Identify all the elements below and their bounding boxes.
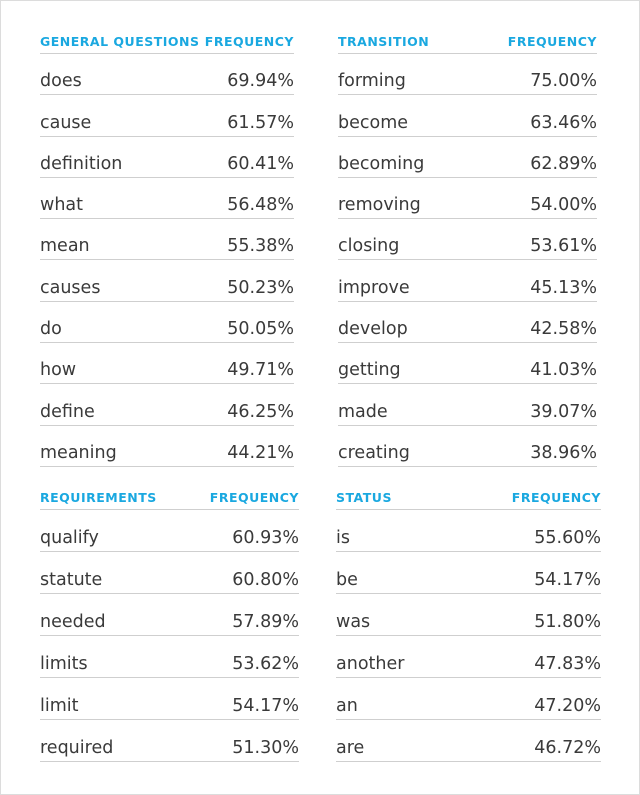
- table-row: [336, 636, 601, 678]
- row-frequency: 46.25%: [227, 401, 294, 422]
- table-row: [336, 720, 601, 762]
- category-header: GENERAL QUESTIONS: [40, 34, 200, 49]
- frequency-header: FREQUENCY: [209, 490, 299, 505]
- table-row: [40, 678, 299, 720]
- table-row: [40, 137, 294, 178]
- row-frequency: 46.72%: [534, 738, 601, 758]
- row-word: develop: [338, 319, 408, 340]
- row-frequency: 50.05%: [227, 319, 294, 340]
- table-row: [40, 219, 294, 260]
- table-row: [40, 343, 294, 384]
- transition-table: [338, 27, 597, 467]
- row-word: required: [40, 738, 114, 758]
- row-frequency: 49.71%: [227, 360, 294, 381]
- row-word: cause: [40, 112, 92, 133]
- row-word: define: [40, 401, 95, 422]
- row-frequency: 38.96%: [530, 442, 597, 463]
- table-header: [40, 483, 299, 510]
- row-frequency: 45.13%: [530, 277, 597, 298]
- row-frequency: 50.23%: [227, 277, 294, 298]
- table-row: [40, 426, 294, 467]
- frequency-header: FREQUENCY: [204, 34, 294, 49]
- table-header: [338, 27, 597, 54]
- row-word: improve: [338, 277, 410, 298]
- table-body: [336, 510, 601, 762]
- row-frequency: 54.00%: [530, 195, 597, 216]
- row-word: statute: [40, 570, 103, 590]
- row-word: become: [338, 112, 409, 133]
- table-row: [336, 552, 601, 594]
- row-frequency: 53.62%: [232, 654, 299, 674]
- row-word: becoming: [338, 153, 425, 174]
- row-word: is: [336, 528, 350, 548]
- row-word: be: [336, 570, 358, 590]
- table-row: [40, 636, 299, 678]
- table-body: [40, 510, 299, 762]
- row-word: do: [40, 319, 62, 340]
- table-body: [338, 54, 597, 467]
- row-frequency: 56.48%: [227, 195, 294, 216]
- row-frequency: 61.57%: [227, 112, 294, 133]
- row-word: how: [40, 360, 77, 381]
- row-word: made: [338, 401, 388, 422]
- row-frequency: 57.89%: [232, 612, 299, 632]
- row-frequency: 75.00%: [530, 71, 597, 92]
- table-row: [40, 510, 299, 552]
- row-frequency: 51.80%: [534, 612, 601, 632]
- table-row: [40, 594, 299, 636]
- row-frequency: 54.17%: [534, 570, 601, 590]
- table-row: [338, 95, 597, 136]
- row-word: an: [336, 696, 358, 716]
- row-frequency: 69.94%: [227, 71, 294, 92]
- row-word: limit: [40, 696, 79, 716]
- row-word: definition: [40, 153, 123, 174]
- table-header: [336, 483, 601, 510]
- row-word: needed: [40, 612, 106, 632]
- table-row: [40, 54, 294, 95]
- table-row: [336, 510, 601, 552]
- table-row: [40, 720, 299, 762]
- table-row: [338, 54, 597, 95]
- row-word: another: [336, 654, 405, 674]
- row-word: meaning: [40, 442, 117, 463]
- row-word: does: [40, 71, 82, 92]
- row-word: causes: [40, 277, 101, 298]
- table-row: [40, 260, 294, 301]
- row-frequency: 60.93%: [232, 528, 299, 548]
- row-frequency: 41.03%: [530, 360, 597, 381]
- row-frequency: 62.89%: [530, 153, 597, 174]
- row-frequency: 39.07%: [530, 401, 597, 422]
- table-row: [338, 343, 597, 384]
- row-word: mean: [40, 236, 90, 257]
- table-row: [338, 426, 597, 467]
- row-word: limits: [40, 654, 88, 674]
- category-header: STATUS: [336, 490, 392, 505]
- table-row: [40, 95, 294, 136]
- row-frequency: 54.17%: [232, 696, 299, 716]
- row-frequency: 55.38%: [227, 236, 294, 257]
- row-word: are: [336, 738, 365, 758]
- table-row: [40, 384, 294, 425]
- general-questions-table: [40, 27, 294, 467]
- category-header: REQUIREMENTS: [40, 490, 157, 505]
- table-row: [40, 178, 294, 219]
- table-row: [338, 384, 597, 425]
- row-word: what: [40, 195, 83, 216]
- row-frequency: 47.83%: [534, 654, 601, 674]
- table-row: [338, 302, 597, 343]
- row-word: removing: [338, 195, 421, 216]
- row-word: closing: [338, 236, 400, 257]
- frequency-header: FREQUENCY: [507, 34, 597, 49]
- row-frequency: 51.30%: [232, 738, 299, 758]
- row-frequency: 42.58%: [530, 319, 597, 340]
- category-header: TRANSITION: [338, 34, 430, 49]
- row-frequency: 47.20%: [534, 696, 601, 716]
- row-word: creating: [338, 442, 410, 463]
- table-row: [40, 302, 294, 343]
- requirements-table: [40, 483, 299, 762]
- row-word: was: [336, 612, 371, 632]
- table-body: [40, 54, 294, 467]
- row-frequency: 55.60%: [534, 528, 601, 548]
- row-word: qualify: [40, 528, 99, 548]
- table-row: [338, 137, 597, 178]
- row-word: forming: [338, 71, 406, 92]
- row-frequency: 44.21%: [227, 442, 294, 463]
- table-row: [338, 260, 597, 301]
- table-header: [40, 27, 294, 54]
- table-row: [336, 678, 601, 720]
- table-row: [40, 552, 299, 594]
- table-row: [338, 219, 597, 260]
- table-row: [336, 594, 601, 636]
- row-frequency: 60.80%: [232, 570, 299, 590]
- row-word: getting: [338, 360, 401, 381]
- table-row: [338, 178, 597, 219]
- row-frequency: 60.41%: [227, 153, 294, 174]
- row-frequency: 63.46%: [530, 112, 597, 133]
- frequency-header: FREQUENCY: [511, 490, 601, 505]
- row-frequency: 53.61%: [530, 236, 597, 257]
- status-table: [336, 483, 601, 762]
